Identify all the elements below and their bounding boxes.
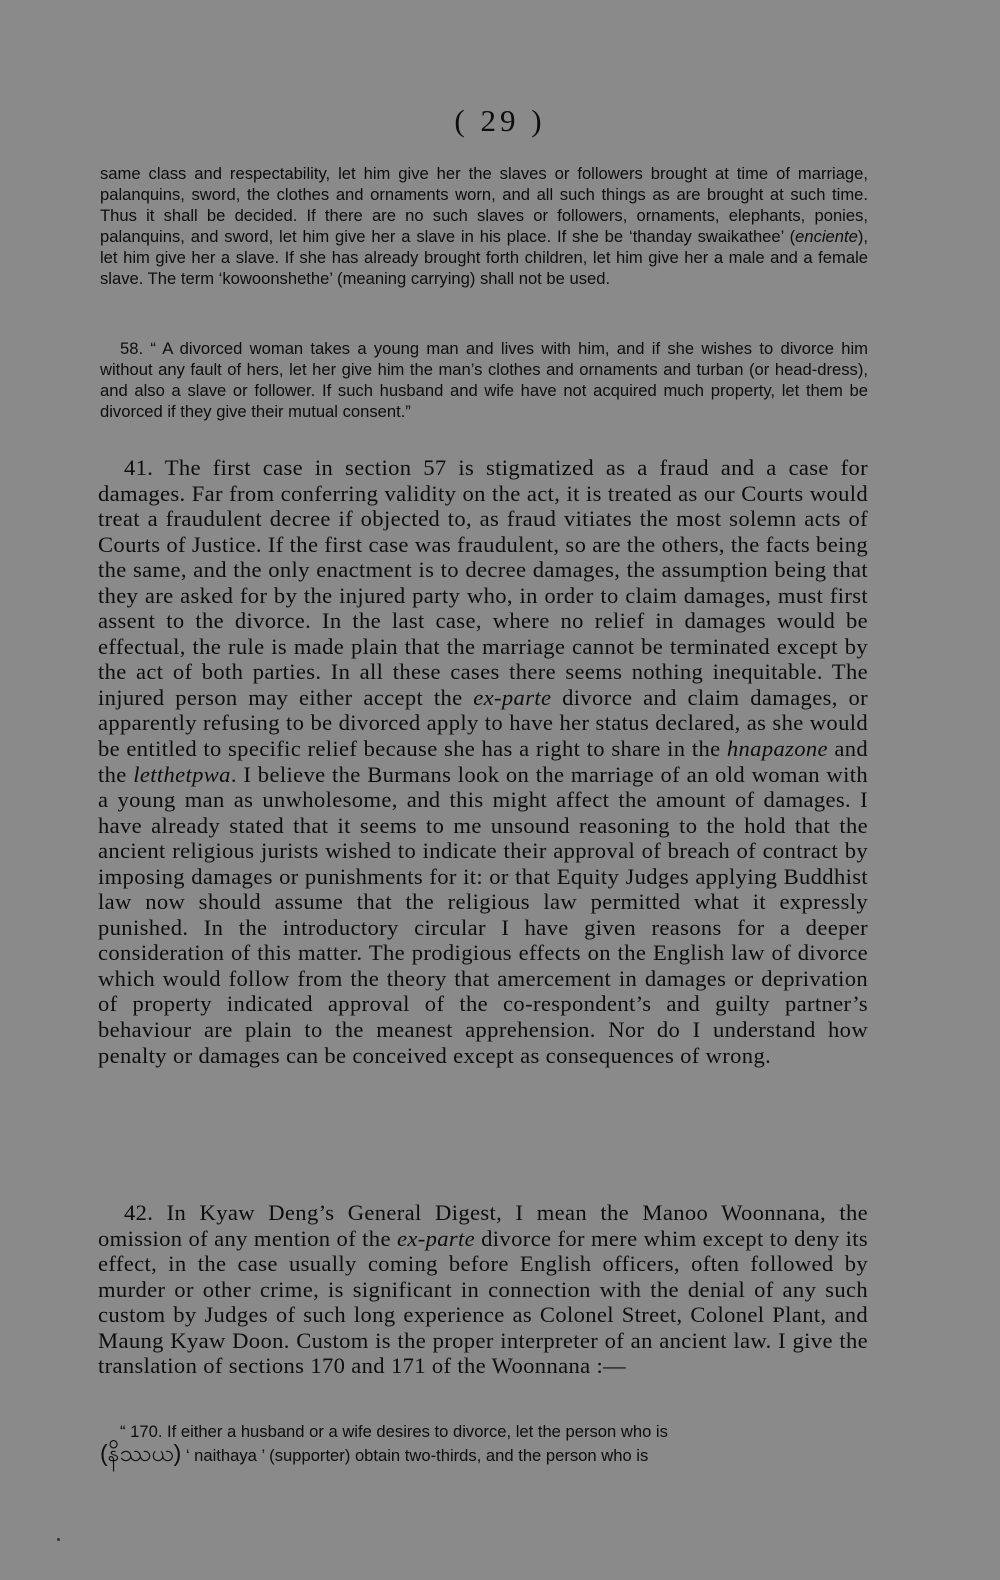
section-57-tail: ), let him give her a slave. If she has already brought forth children, let him give her a male and a female slave. The term ‘kowoonshethe’ (meaning carrying) shall not be used. bbox=[100, 226, 868, 288]
section-170-line-2: ‘ naithaya ’ (supporter) obtain two-thirds, and the person who is bbox=[181, 1445, 649, 1465]
para-41-italic-2: hnapazone bbox=[726, 736, 828, 762]
para-41-text-2: divorce and claim damages, or apparently refusing to be divorced apply to have her status declared, as she would be entitled to specific relief because she has a right to share in the bbox=[98, 684, 868, 762]
para-42-text-2: divorce for mere whim except to deny its effect, in the case usually coming before English officers, often followed by murder or other crime, is significant in connection with the denial of any such custom by Judges of such long experience as Colonel Street, Colonel Plant, and Maung Kyaw Doon. Custom is the proper interpreter of an ancient law. I give the translation of sections 170 and 171 of the Woonnana :— bbox=[98, 1225, 868, 1379]
para-41-italic-3: letthetpwa bbox=[133, 761, 231, 787]
quoted-section-57-continuation bbox=[100, 164, 868, 289]
section-57-italic: enciente bbox=[795, 226, 858, 246]
para-41-italic-1: ex-parte bbox=[473, 684, 552, 710]
para-42-text-1: 42. In Kyaw Deng’s General Digest, I mean the Manoo Woonnana, the omission of any mention of the bbox=[98, 1200, 868, 1251]
section-58-text: 58. “ A divorced woman takes a young man and lives with him, and if she wishes to divorce him without any fault of hers, let her give him the man’s clothes and ornaments and turban (or head-dress), and also a slave or follower. If such husband and wife have not acquired much property, let them be divorced if they give their mutual consent.” bbox=[100, 339, 868, 421]
para-41-text-1: 41. The first case in section 57 is stigmatized as a fraud and a case for damages. Far from conferring validity on the act, it is treated as our Courts would treat a fraudulent decree if objected to, as fraud vitiates the most solemn acts of Courts of Justice. If the first case was fraudulent, so are the others, the facts being the same, and the only enactment is to decree damages, the assumption being that they are asked for by the injured party who, in order to claim damages, must first assent to the divorce. In the last case, where no relief in damages would be effectual, the rule is made plain that the marriage cannot be terminated except by the act of both parties. In all these cases there seems nothing inequitable. The injured person may either accept the bbox=[98, 455, 868, 710]
section-170-line-1: “ 170. If either a husband or a wife desires to divorce, let the person who is bbox=[120, 1422, 668, 1441]
quoted-section-58 bbox=[100, 339, 868, 423]
paragraph-41 bbox=[98, 455, 868, 1068]
margin-speck bbox=[57, 1538, 60, 1541]
para-41-text-3: and the bbox=[98, 736, 869, 787]
para-41-text-4: . I believe the Burmans look on the marriage of an old woman with a young man as unwholesome, and this might affect the amount of damages. I have already stated that it seems to me unsound reasoning to the hold that the ancient religious jurists wished to indicate their approval of breach of contract by imposing damages or punishments for it: or that Equity Judges applying Buddhist law now should assume that the religious law permitted what it expressly punished. In the introductory circular I have given reasons for a deeper consideration of this matter. The prodigious effects on the English law of divorce which would follow from the theory that amercement in damages or deprivation of property indicated approval of the co-respondent’s and guilty partner’s behaviour are plain to the meanest apprehension. Nor do I understand how penalty or damages can be conceived except as consequences of wrong. bbox=[98, 761, 868, 1068]
paragraph-42 bbox=[98, 1200, 868, 1379]
para-42-italic-1: ex-parte bbox=[396, 1225, 476, 1251]
burmese-term-glyph: (နိဿယ) bbox=[100, 1439, 182, 1466]
quoted-section-170 bbox=[100, 1422, 868, 1467]
page-number: ( 29 ) bbox=[454, 103, 546, 138]
section-57-text: same class and respectability, let him give her the slaves or followers brought at time of marriage, palanquins, sword, the clothes and ornaments worn, and all such things as are brought at such time. Thus it shall be decided. If there are no such slaves or followers, ornaments, elephants, ponies, palanquins, and sword, let him give her a slave in his place. If she be ‘thanday swaikathee’ ( bbox=[100, 164, 868, 246]
